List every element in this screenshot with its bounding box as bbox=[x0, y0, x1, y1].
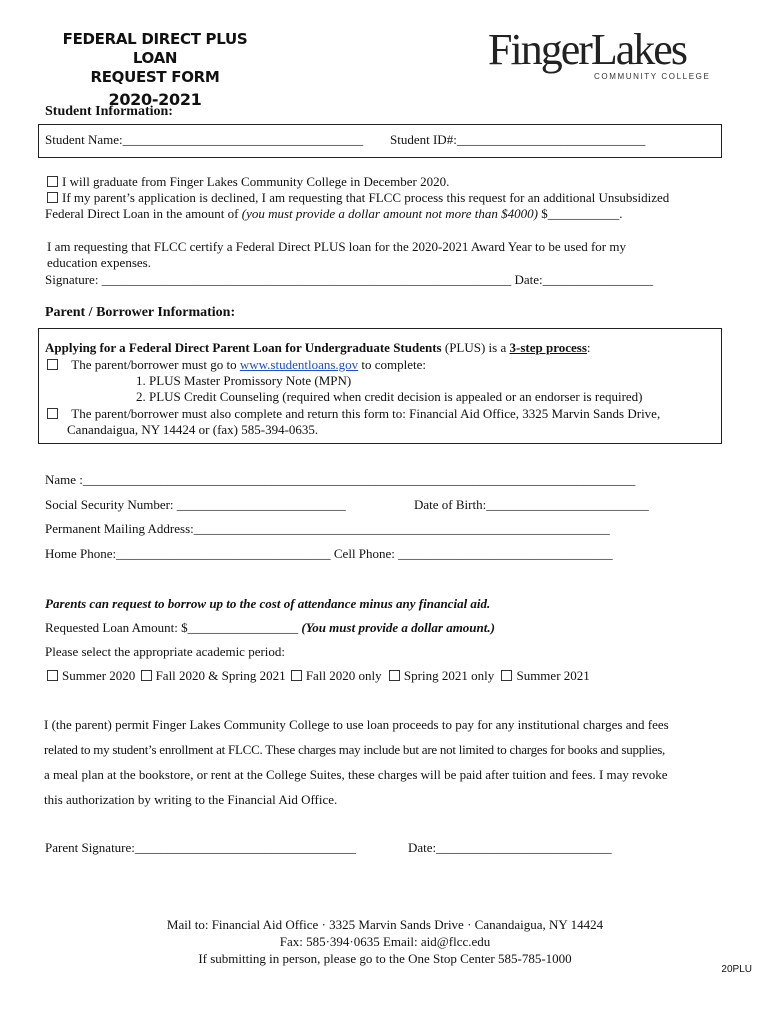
period-label-fall-only: Fall 2020 only bbox=[305, 668, 382, 683]
period-checkbox-fall-spring[interactable] bbox=[141, 670, 152, 681]
unsub-amount-note: (you must provide a dollar amount not more than $4000) bbox=[241, 206, 538, 221]
dob-label: Date of Birth: bbox=[414, 497, 487, 512]
student-signature-row bbox=[45, 272, 653, 288]
title-line-2: REQUEST FORM bbox=[90, 68, 220, 86]
phone-row bbox=[45, 546, 613, 562]
parent-date-row bbox=[408, 840, 612, 856]
signature-date-label: Date: bbox=[511, 272, 543, 287]
period-checkbox-summer-2020[interactable] bbox=[47, 670, 58, 681]
parent-name-field[interactable]: _____________________________________________________________________________________ bbox=[82, 472, 636, 487]
student-info-heading: Student Information: bbox=[45, 104, 173, 119]
footer-in-person-line: If submitting in person, please go to the One Stop Center 585-785-1000 bbox=[198, 951, 572, 966]
student-id-label: Student ID#: bbox=[390, 132, 457, 147]
period-prompt: Please select the appropriate academic period: bbox=[45, 644, 286, 659]
loan-amount-field[interactable]: _________________ bbox=[187, 620, 299, 635]
unsub-checkbox[interactable] bbox=[47, 192, 58, 203]
sub-step-counseling: 2. PLUS Credit Counseling (required when credit decision is appealed or an endorser is required) bbox=[136, 389, 643, 404]
step-website-checkbox[interactable] bbox=[47, 359, 58, 370]
loan-amount-label: Requested Loan Amount: $ bbox=[45, 620, 188, 635]
signature-label: Signature: bbox=[45, 272, 102, 287]
signature-date-field[interactable]: _________________ bbox=[542, 272, 654, 287]
unsub-amount-text: Federal Direct Loan in the amount of bbox=[45, 206, 242, 221]
borrow-limit-note: Parents can request to borrow up to the cost of attendance minus any financial aid. bbox=[45, 596, 491, 611]
period-label-spring-only: Spring 2021 only bbox=[403, 668, 495, 683]
three-step-text: 3-step process bbox=[509, 340, 587, 355]
plus-process-title: Applying for a Federal Direct Parent Loan for Undergraduate Students bbox=[45, 340, 442, 355]
cell-phone-label: Cell Phone: bbox=[330, 546, 399, 561]
ssn-label: Social Security Number: bbox=[45, 497, 177, 512]
step-website-text: The parent/borrower must go to bbox=[71, 357, 240, 372]
period-options bbox=[47, 668, 590, 684]
unsub-option bbox=[47, 190, 669, 206]
unsub-option-text: If my parent’s application is declined, I am requesting that FLCC process this request for an additional Unsubsidized bbox=[62, 190, 670, 205]
dob-row bbox=[414, 497, 649, 513]
period-label-summer-2021: Summer 2021 bbox=[516, 668, 590, 683]
student-name-row bbox=[45, 132, 363, 148]
parent-signature-row bbox=[45, 840, 356, 856]
authorization-line-4: this authorization by writing to the Financial Aid Office. bbox=[44, 792, 338, 807]
plus-process-colon: : bbox=[586, 340, 591, 355]
address-field[interactable]: ________________________________________________________________ bbox=[193, 521, 610, 536]
plus-process-text: (PLUS) is a bbox=[441, 340, 510, 355]
signature-field[interactable]: _______________________________________________________________ bbox=[101, 272, 512, 287]
step-return-address: Canandaigua, NY 14424 or (fax) 585-394-0635. bbox=[67, 422, 319, 437]
form-code: 20PLU bbox=[721, 964, 752, 975]
student-id-row bbox=[390, 132, 645, 148]
graduate-option-text: I will graduate from Finger Lakes Community College in December 2020. bbox=[62, 174, 450, 189]
dob-field[interactable]: _________________________ bbox=[486, 497, 649, 512]
loan-amount-note: (You must provide a dollar amount.) bbox=[298, 620, 495, 635]
graduate-checkbox[interactable] bbox=[47, 176, 58, 187]
cell-phone-field[interactable]: _________________________________ bbox=[398, 546, 613, 561]
parent-name-row bbox=[45, 472, 635, 488]
logo-subtitle: COMMUNITY COLLEGE bbox=[594, 72, 711, 81]
parent-info-heading: Parent / Borrower Information: bbox=[45, 305, 236, 320]
step-return-checkbox[interactable] bbox=[47, 408, 58, 419]
parent-name-label: Name : bbox=[45, 472, 83, 487]
step-website-text-end: to complete: bbox=[358, 357, 427, 372]
address-row bbox=[45, 521, 610, 537]
ssn-field[interactable]: __________________________ bbox=[176, 497, 346, 512]
certify-line-1: I am requesting that FLCC certify a Federal Direct PLUS loan for the 2020-2021 Award Year to be used for my bbox=[47, 239, 626, 254]
student-name-field[interactable]: _____________________________________ bbox=[122, 132, 364, 147]
unsub-amount-field[interactable]: $___________. bbox=[537, 206, 623, 221]
step-return-text: The parent/borrower must also complete and return this form to: Financial Aid Office, 3325 Marvin Sands Drive, bbox=[71, 406, 661, 421]
period-checkbox-fall-only[interactable] bbox=[291, 670, 302, 681]
parent-signature-field[interactable]: __________________________________ bbox=[134, 840, 356, 855]
loan-amount-row bbox=[45, 620, 495, 636]
authorization-line-1: I (the parent) permit Finger Lakes Community College to use loan proceeds to pay for any institutional charges and fees bbox=[44, 717, 669, 732]
logo-wordmark: FingerLakes bbox=[488, 25, 686, 74]
parent-signature-label: Parent Signature: bbox=[45, 840, 135, 855]
home-phone-label: Home Phone: bbox=[45, 546, 117, 561]
studentloans-link[interactable]: www.studentloans.gov bbox=[239, 357, 359, 372]
plus-process-intro bbox=[45, 340, 591, 356]
student-id-field[interactable]: _____________________________ bbox=[456, 132, 646, 147]
period-label-summer-2020: Summer 2020 bbox=[62, 668, 136, 683]
parent-date-label: Date: bbox=[408, 840, 437, 855]
college-logo bbox=[488, 25, 714, 82]
unsub-amount-row bbox=[45, 206, 622, 222]
title-line-3: 2020-2021 bbox=[108, 90, 202, 109]
period-label-fall-spring: Fall 2020 & Spring 2021 bbox=[155, 668, 286, 683]
period-checkbox-summer-2021[interactable] bbox=[501, 670, 512, 681]
graduate-option bbox=[47, 174, 449, 190]
step-return-form bbox=[47, 406, 660, 422]
authorization-line-2: related to my student’s enrollment at FLCC. These charges may include but are not limited to charges for books and supplies, bbox=[44, 742, 666, 757]
ssn-row bbox=[45, 497, 346, 513]
authorization-paragraph bbox=[44, 712, 734, 812]
title-line-1: FEDERAL DIRECT PLUS LOAN bbox=[62, 30, 248, 67]
parent-date-field[interactable]: ___________________________ bbox=[436, 840, 612, 855]
footer-contact-line: Fax: 585·394·0635 Email: aid@flcc.edu bbox=[279, 934, 491, 949]
footer-mail-line: Mail to: Financial Aid Office · 3325 Marvin Sands Drive · Canandaigua, NY 14424 bbox=[166, 917, 604, 932]
student-name-label: Student Name: bbox=[45, 132, 123, 147]
home-phone-field[interactable]: _________________________________ bbox=[116, 546, 331, 561]
certify-line-2: education expenses. bbox=[47, 255, 151, 270]
form-title bbox=[40, 30, 270, 109]
sub-step-mpn: 1. PLUS Master Promissory Note (MPN) bbox=[136, 373, 352, 388]
period-checkbox-spring-only[interactable] bbox=[389, 670, 400, 681]
authorization-line-3: a meal plan at the bookstore, or rent at the College Suites, these charges will be paid after tuition and fees. I may revoke bbox=[44, 767, 668, 782]
address-label: Permanent Mailing Address: bbox=[45, 521, 194, 536]
step-website bbox=[47, 357, 426, 373]
